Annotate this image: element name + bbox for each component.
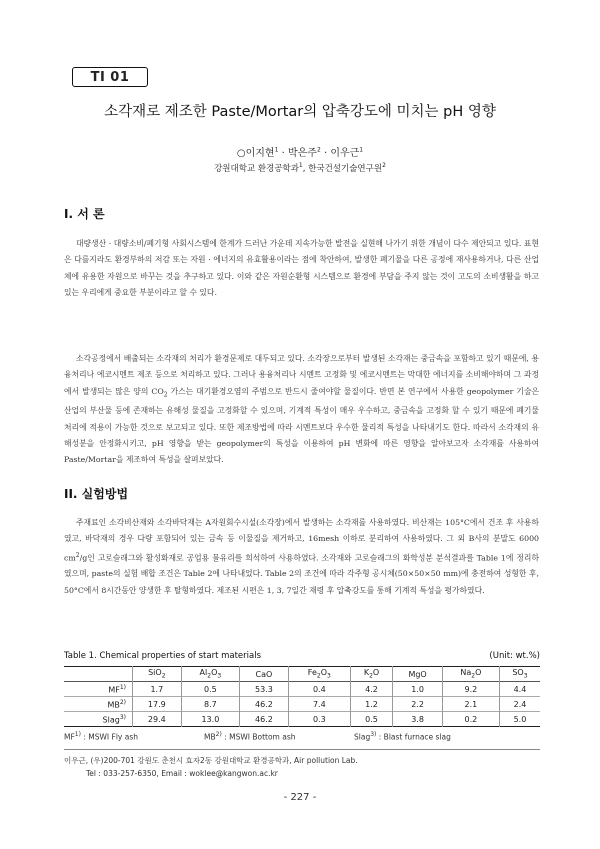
- author-list: [60, 144, 540, 159]
- author-separator: ·: [320, 148, 331, 159]
- session-badge: TI 01: [72, 67, 148, 87]
- intro-paragraph-1: 대량생산 · 대량소비/폐기형 사회시스템에 한계가 드러난 가운데 지속가능한 발전을 실현해 나가기 위한 개념이 다수 제안되고 있다. 표현은 다를지라도 환경부하의 저감 또는 자원 · 에너지의 유효활용이라는 점에 착안하여, 발생한 폐기물을 다른 공정에 재사용하거나, 다른 산업체에 유용한 자원으로 바꾸는 것을 추구하고 있다. 이와 같은 자원순환형 시스템으로 환경에 부담을 주지 않는 것이 고도의 소비생활을 하고 있는 우리에게 중요한 부분이라고 할 수 있다.: [64, 239, 539, 297]
- methods-paragraph-part-b: /g인 고로슬래그와 활성화재로 공업용 물유리를 희석하여 사용하였다. 소각재와 고로슬래그의 화학성분 분석결과를 Table 1에 정리하였으며, paste의 실험 배합 조건은 Table 2에 나타내었다. Table 2의 조건에 따라 각주형 공시체(50×50×50 mm)에 충전하여 성형한 후, 50°C에서 8시간동안 양생한 후 탈형하였다. 제조된 시편은 1, 3, 7일간 재령 후 압축강도를 통해 기계적 특성을 평가하였다.: [64, 553, 539, 595]
- column-header: $Fe_2O_3$: [288, 667, 350, 682]
- column-header: SiO$_2$: [133, 667, 182, 682]
- table-cell: 4.2: [350, 682, 392, 697]
- page-number: - 227 -: [283, 792, 317, 803]
- row-label: MF$^{1)}$: [108, 683, 126, 695]
- affiliation-1: 강원대학교 환경공학과: [214, 164, 299, 174]
- table-cell: 9.2: [442, 682, 499, 697]
- column-header: CaO: [240, 667, 289, 682]
- author-1: 이지현: [245, 148, 275, 159]
- author-2: 박은주: [287, 148, 317, 159]
- correspondence-address: 이우근, (우)200-701 강원도 춘천시 효자2동 강원대학교 환경공학과, Air pollution Lab.: [64, 756, 358, 765]
- author-2-affil: 2: [316, 146, 321, 154]
- table-caption: Table 1. Chemical properties of start materials: [64, 651, 262, 661]
- column-header: $Na_2O$: [442, 667, 499, 682]
- table-row: [64, 697, 540, 712]
- table-cell: 13.0: [181, 712, 240, 727]
- table-cell: 1.0: [393, 682, 443, 697]
- footnote-mb: MB$^{2)}$ : MSWI Bottom ash: [204, 731, 296, 742]
- intro-paragraph-2: [64, 351, 539, 469]
- affiliation-2-mark: 2: [382, 162, 386, 170]
- footnote-slag: Slag$^{3)}$ : Blast furnace slag: [354, 731, 451, 742]
- footnote-mf: MF$^{1)}$ : MSWI Fly ash: [64, 731, 138, 742]
- table-header-row: [64, 667, 540, 682]
- correspondence-info: [64, 754, 540, 780]
- author-1-affil: 1: [274, 146, 279, 154]
- intro-paragraph-2-part-b: 가스는 대기환경오염의 주범으로 반드시 줄여야할 물질이다. 반면 본 연구에서 사용한 geopolymer 기술은 산업의 부산물 등에 존재하는 유해성 물질을 고정화할 수 있으며, 기계적 특성이 매우 우수하고, 중금속을 고정화 할 수 있기 때문에 폐기물 처리에 적용이 가능한 것으로 보고되고 있다. 또한 제조방법에 따라 시멘트보다 우수한 물리적 특성을 나타내기도 한다. 따라서 소각재의 유해성분을 안정화시키고, pH 영향을 받는 geopolymer의 특성을 이용하여 pH 변화에 따른 영향을 알아보고자 소각재를 사용하여 Paste/Mortar을 제조하여 특성을 살펴보았다.: [64, 386, 540, 465]
- table-cell: 46.2: [240, 712, 289, 727]
- affiliation-1-mark: 1: [298, 162, 303, 170]
- footnote-divider: [64, 749, 540, 750]
- table-cell: 0.5: [181, 682, 240, 697]
- table-cell: 0.4: [288, 682, 350, 697]
- table-cell: 29.4: [133, 712, 182, 727]
- affiliation-2: 한국건설기술연구원: [308, 164, 383, 174]
- section-heading-introduction: I. 서 론: [64, 207, 105, 221]
- table-unit: (Unit: wt.%): [489, 651, 540, 661]
- table-cell: 2.1: [442, 697, 499, 712]
- affiliation-separator: ,: [302, 164, 309, 174]
- presenter-marker: ○: [236, 148, 246, 159]
- row-label: MB$^{2)}$: [107, 698, 126, 710]
- table-cell: 46.2: [240, 697, 289, 712]
- column-header: $Al_2O_3$: [181, 667, 240, 682]
- paper-title: 소각재로 제조한 Paste/Mortar의 압축강도에 미치는 pH 영향: [104, 104, 496, 120]
- table-cell: 5.0: [499, 712, 540, 727]
- column-header: $K_2O$: [350, 667, 392, 682]
- author-3-affil: 1: [359, 146, 364, 154]
- author-separator: ·: [278, 148, 288, 159]
- table-cell: 17.9: [133, 697, 182, 712]
- table-cell: 0.5: [350, 712, 392, 727]
- table-cell: 7.4: [288, 697, 350, 712]
- table-cell: 1.7: [133, 682, 182, 697]
- table-cell: 2.4: [499, 697, 540, 712]
- table-cell: 1.2: [350, 697, 392, 712]
- column-header: MgO: [393, 667, 443, 682]
- methods-paragraph-part-a: 주재료인 소각비산재와 소각바닥재는 A자원회수시설(소각장)에서 발생하는 소각재를 사용하였다. 비산재는 105°C에서 건조 후 사용하였고, 바닥재의 경우 다량 포함되어 있는 금속 등 이물질을 제거하고, 16mesh 이하로 분리하여 사용하였다. 그 외 B사의 분말도 6000 cm: [64, 518, 539, 563]
- table-cell: 2.2: [393, 697, 443, 712]
- table-cell: 0.3: [288, 712, 350, 727]
- table-cell: 8.7: [181, 697, 240, 712]
- table-cell: 0.2: [442, 712, 499, 727]
- author-3: 이우근: [330, 148, 360, 159]
- intro-paragraph-2-part-a: 소각공정에서 배출되는 소각재의 처리가 환경문제로 대두되고 있다. 소각장으로부터 발생된 소각재는 중금속을 포함하고 있기 때문에, 용융처리나 에코시멘트 제조 등으로 처리하고 있다. 그러나 용융처리나 시멘트 고정화 및 에코시멘트는 막대한 에너지를 소비해야하며 그 과정에서 발생되는 많은 양의 CO: [64, 354, 539, 396]
- table-cell: 53.3: [240, 682, 289, 697]
- table-cell: 4.4: [499, 682, 540, 697]
- row-label: Slag$^{3)}$: [102, 713, 126, 725]
- co2-subscript: 2: [163, 391, 168, 399]
- area-unit-superscript: 2: [75, 551, 80, 559]
- section-heading-methods: II. 실험방법: [64, 487, 129, 501]
- column-header: $SO_3$: [499, 667, 540, 682]
- table-cell: 3.8: [393, 712, 443, 727]
- affiliations: [60, 162, 540, 174]
- methods-paragraph: [64, 515, 539, 599]
- table-row: [64, 682, 540, 697]
- correspondence-contact: Tel : 033-257-6350, Email : woklee@kangwon.ac.kr: [86, 769, 278, 778]
- table-row: [64, 712, 540, 727]
- table-header-empty: [64, 667, 133, 682]
- chemical-properties-table: [64, 666, 540, 727]
